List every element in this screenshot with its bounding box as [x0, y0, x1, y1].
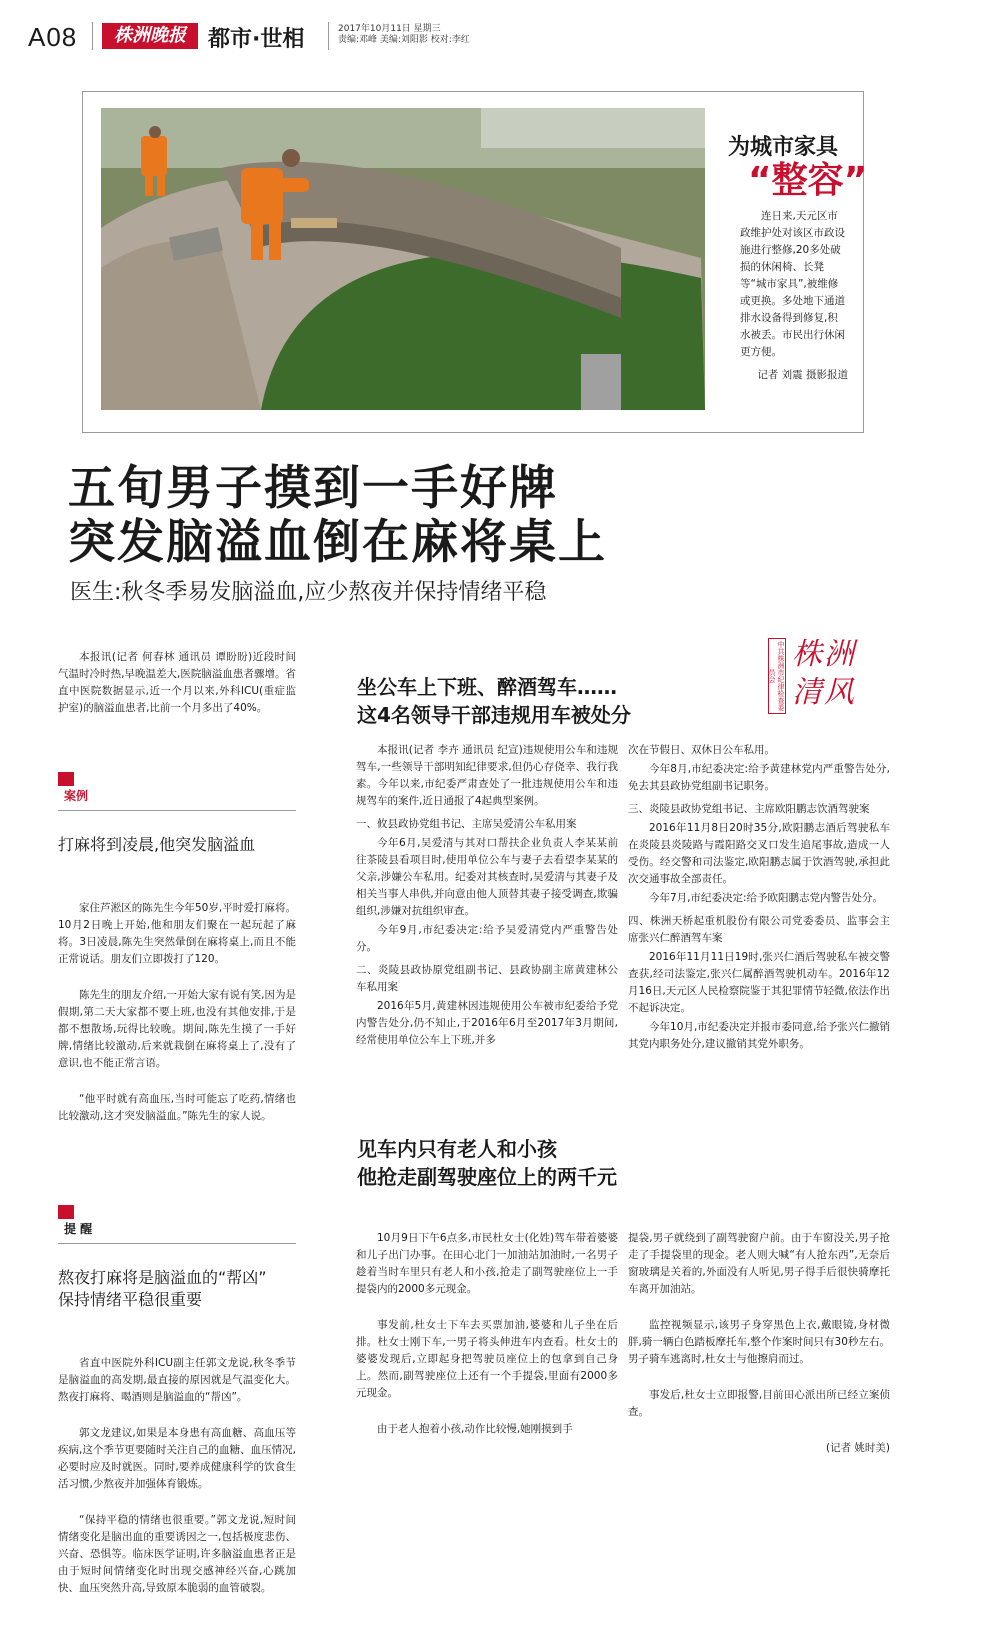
workers-repairing-bench-photo	[101, 108, 705, 410]
main-article-body	[58, 632, 296, 1633]
case-subheading: 二、炎陵县政协原党组副书记、县政协副主席黄建林公车私用案	[356, 964, 618, 993]
tip-paragraphs	[58, 1338, 296, 1616]
case-subheading: 三、炎陵县政协党组书记、主席欧阳鹏志饮酒驾驶案	[628, 803, 870, 815]
main-headline	[68, 462, 607, 570]
tip-paragraph: 省直中医院外科ICU副主任郭文龙说,秋冬季节是脑溢血的高发期,最直接的原因就是气温变化大。熬夜打麻将、喝酒则是脑溢血的“帮凶”。	[58, 1357, 296, 1403]
date-line: 2017年10月11日 星期三 责编:邓峰 美编:刘阳影 校对:李红	[338, 24, 470, 45]
case-paragraph: “他平时就有高血压,当时可能忘了吃药,情绪也比较激动,这才突发脑溢血。”陈先生的家人说。	[58, 1093, 296, 1122]
article-three-paragraph: 由于老人抱着小孩,动作比较慢,她刚摸到手	[377, 1423, 573, 1435]
headline-line-2: 突发脑溢血倒在麻将桌上	[68, 515, 607, 570]
main-article-intro: 本报讯(记者 何春林 通讯员 谭盼盼)近段时间气温时冷时热,早晚温差大,医院脑溢血患者骤增。省直中医院数据显示,近一个月以来,外科ICU(重症监护室)的脑溢血患者,比前一个月多出了40%。	[58, 651, 296, 714]
case-marker-icon	[58, 772, 74, 786]
tip-tag: 提 醒	[64, 1222, 93, 1236]
photo-feature-title-highlight: “整容”	[748, 160, 868, 201]
photo-credit: 记者 刘震 摄影报道	[757, 369, 848, 381]
case-paragraphs	[58, 883, 296, 1144]
article-two-paragraph: 本报讯(记者 李卉 通讯员 纪宣)违规使用公车和违规驾车,一些领导干部明知纪律要求,但仍心存侥幸、我行我素。今年以来,市纪委严肃查处了一批违规使用公车和违规驾车的案件,近日通报了4起典型案例。	[356, 744, 618, 807]
article-three-paragraph: 事发后,杜女士立即报警,目前田心派出所已经立案侦查。	[628, 1389, 890, 1418]
article-two-title	[357, 673, 631, 729]
article-three-title-line-1: 见车内只有老人和小孩	[357, 1137, 557, 1161]
case-paragraph: 陈先生的朋友介绍,一开始大家有说有笑,因为是假期,第二天大家都不要上班,也没有其他安排,于是都不想散场,玩得比较晚。期间,陈先生摸了一手好牌,情绪比较激动,后来就栽倒在麻将桌上了,没有了意识,也不能正常言语。	[58, 989, 296, 1069]
photo-caption-text: 连日来,天元区市政维护处对该区市政设施进行整修,20多处破损的休闲椅、长凳等“城市家具”,被维修或更换。多处地下通道排水设备得到修复,积水被丢。市民出行休闲更方便。	[740, 210, 845, 358]
headline-line-1: 五旬男子摸到一手好牌	[68, 461, 558, 516]
article-two-title-line-1: 坐公车上下班、醉酒驾车……	[357, 675, 617, 699]
newspaper-logo: 株洲晚报	[102, 23, 198, 49]
photo-feature-title: 为城市家具	[728, 135, 839, 160]
article-two-paragraph: 今年6月,吴爱清与其对口帮扶企业负责人李某某前往茶陵县看项目时,使用单位公车与妻子去看望李某某的父亲,涉嫌公车私用。纪委对其核查时,吴爱清与其妻子及相关当事人串供,并向意由他人顶替其妻子接受调查,欺骗组织,涉嫌对抗组织审查。	[356, 837, 618, 917]
masthead	[0, 0, 985, 60]
article-two-paragraph: 今年9月,市纪委决定:给予吴爱清党内严重警告处分。	[356, 924, 618, 953]
article-two-paragraph: 今年10月,市纪委决定并报市委同意,给予张兴仁撤销其党内职务处分,建议撤销其党外职务。	[628, 1021, 890, 1050]
tip-section-header	[58, 1187, 296, 1244]
photo-illustration	[101, 108, 705, 410]
tip-arrow-icon	[58, 1205, 74, 1219]
main-subheadline: 医生:秋冬季易发脑溢血,应少熬夜并保持情绪平稳	[70, 580, 547, 605]
article-three-title-line-2: 他抢走副驾驶座位上的两千元	[357, 1165, 617, 1189]
case-subheading: 四、株洲天桥起重机股份有限公司党委委员、监事会主席张兴仁醉酒驾车案	[628, 915, 890, 944]
article-three-credit: (记者 姚时美)	[825, 1442, 890, 1454]
article-two-column-2	[628, 742, 890, 1055]
case-paragraph: 家住芦淞区的陈先生今年50岁,平时爱打麻将。10月2日晚上开始,他和朋友们聚在一起玩起了麻将。3日凌晨,陈先生突然暈倒在麻将桌上,而且不能正常说话。朋友们立即拨打了120。	[58, 902, 296, 965]
article-two-title-line-2: 这4名领导干部违规用车被处分	[357, 703, 631, 727]
article-three-paragraph: 提袋,男子就绕到了副驾驶窗户前。由于车窗没关,男子抢走了手提袋里的现金。老人则大喊“有人抢东西”,无奈后窗玻璃是关着的,外面没有人听见,男子得手后很快骑摩托车离开加油站。	[628, 1232, 890, 1295]
article-two-column-1	[356, 742, 618, 1051]
article-two-paragraph: 今年7月,市纪委决定:给予欧阳鹏志党内警告处分。	[649, 892, 884, 904]
case-tag: 案例	[64, 789, 89, 803]
page-number: A08	[28, 22, 78, 52]
divider	[92, 22, 93, 50]
tip-kicker: 熬夜打麻将是脑溢血的“帮凶” 保持情绪平稳很重要	[58, 1268, 267, 1309]
article-three-column-2	[628, 1213, 890, 1474]
case-kicker: 打麻将到凌晨,他突发脑溢血	[58, 835, 256, 854]
article-three-column-1	[356, 1213, 618, 1457]
section-title: 都市·世相	[208, 27, 305, 52]
article-three-paragraph: 事发前,杜女士下车去买票加油,婆婆和儿子坐在后排。杜女士刚下车,一男子将头伸进车内查看。杜女士的婆婆发现后,立即起身把驾驶员座位上的包拿到自己身上。然而,副驾驶座位上还有一个手提袋,里面有2000多元现金。	[356, 1319, 618, 1399]
divider	[328, 22, 329, 50]
seal-main-text: 株洲清风	[792, 637, 856, 710]
article-two-paragraph: 2016年11月11日19时,张兴仁酒后驾驶私车被交警查获,经司法鉴定,张兴仁属醉酒驾驶机动车。2016年12月16日,天元区人民检察院鉴于其犯罪情节轻微,依法作出不起诉决定。	[628, 951, 890, 1014]
article-three-paragraph: 监控视频显示,该男子身穿黑色上衣,戴眼镜,身材微胖,骑一辆白色踏板摩托车,整个作案时间只有30秒左右。男子骑车逃离时,杜女士与他擦肩而过。	[628, 1319, 890, 1365]
column-seal	[768, 636, 872, 720]
article-two-paragraph: 次在节假日、双休日公车私用。	[628, 744, 775, 756]
article-two-paragraph: 2016年5月,黄建林因违规使用公车被市纪委给予党内警告处分,仍不知止,于2016年6月至2017年3月期间,经常使用单位公车上下班,并多	[356, 1000, 618, 1046]
article-three-title	[357, 1135, 617, 1191]
tip-paragraph: “保持平稳的情绪也很重要。”郭文龙说,短时间情绪变化是脑出血的重要诱因之一,包括极度悲伤、兴奋、恐惧等。临床医学证明,许多脑溢血患者正是由于短时间情绪变化时出现交感神经兴奋,心跳加快、血压突然升高,导致原本脆弱的血管破裂。	[58, 1514, 296, 1594]
tip-paragraph: 郭文龙建议,如果是本身患有高血糖、高血压等疾病,这个季节更要随时关注自己的血糖、血压情况,必要时应及时就医。同时,要养成健康科学的饮食生活习惯,少熬夜并加强体育锻炼。	[58, 1427, 296, 1490]
case-subheading: 一、攸县政协党组书记、主席吴爱清公车私用案	[356, 818, 577, 830]
article-three-paragraph: 10月9日下午6点多,市民杜女士(化姓)驾车带着婆婆和儿子出门办事。在田心北门一加油站加油时,一名男子趁着当时车里只有老人和小孩,抢走了副驾驶座位上一手提袋内的2000多元现金。	[356, 1232, 618, 1295]
seal-side-text: 中共株洲市纪律检查委员会	[768, 638, 786, 714]
case-section-header	[58, 754, 296, 811]
article-two-paragraph: 2016年11月8日20时35分,欧阳鹏志酒后驾驶私车在炎陵县炎陵路与霞阳路交叉口发生追尾事故,造成一人受伤。经交警和司法鉴定,欧阳鹏志属于饮酒驾驶,承担此次交通事故全部责任。	[628, 822, 890, 885]
photo-caption	[740, 208, 848, 384]
article-two-paragraph: 今年8月,市纪委决定:给予黄建林党内严重警告处分,免去其县政协党组副书记职务。	[628, 763, 890, 792]
